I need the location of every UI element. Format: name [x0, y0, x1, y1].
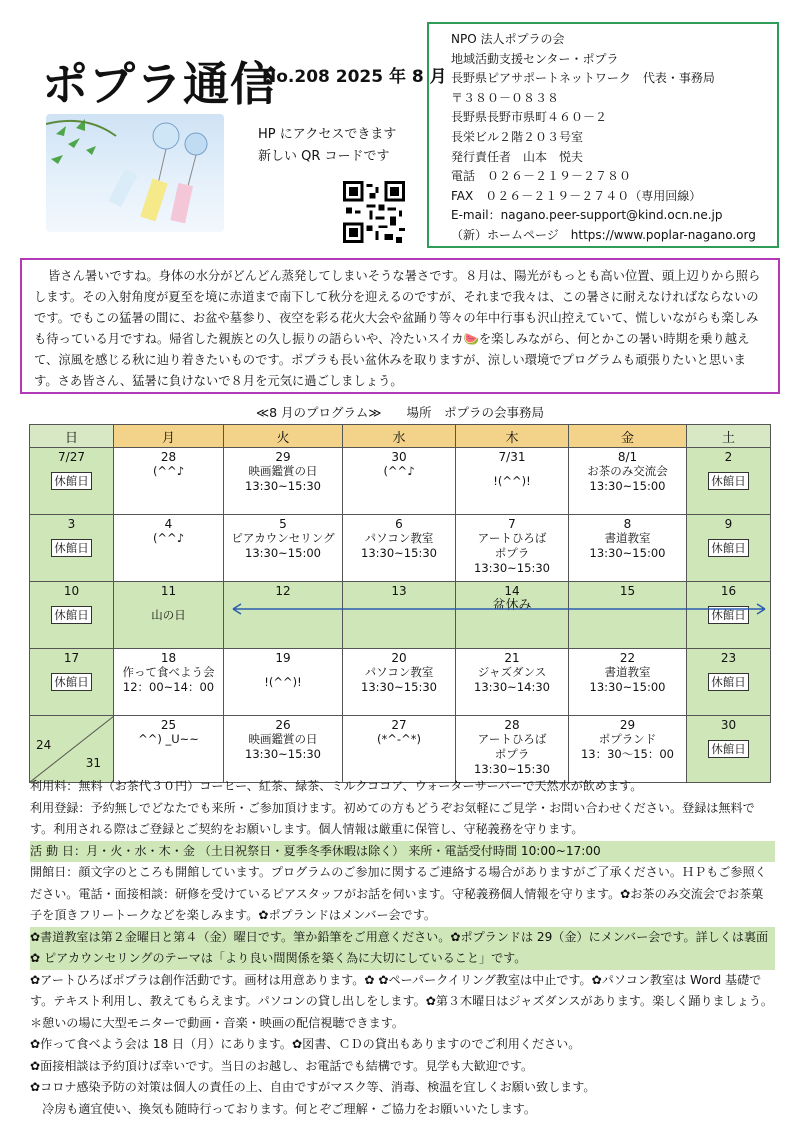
- calendar-event: 書道教室: [604, 665, 651, 679]
- calendar-date: 17: [63, 651, 80, 665]
- contact-center: 地域活動支援センター・ポプラ: [451, 51, 619, 66]
- closed-badge: 休館日: [51, 539, 92, 557]
- calendar-event: 13:30~15:00: [589, 546, 666, 560]
- calendar-event: 書道教室: [604, 531, 651, 545]
- closed-badge: 休館日: [51, 673, 92, 691]
- calendar-event: ^^) _U~~: [138, 732, 199, 746]
- calendar-cell: [114, 649, 224, 716]
- calendar-event: 作って食べよう会: [122, 665, 215, 679]
- calendar-cell: [224, 716, 343, 783]
- note-covid: ✿コロナ感染予防の対策は個人の責任の上、自由ですがマスク等、消毒、検温を宜しくお願い致します。: [30, 1080, 596, 1094]
- calendar-event: パソコン教室: [364, 531, 434, 545]
- closed-badge: 休館日: [708, 472, 749, 490]
- calendar-cell: [343, 582, 456, 649]
- wind-chime-illustration: [46, 114, 224, 232]
- diagonal-divider: [30, 716, 114, 782]
- calendar-day-header: 火: [224, 425, 343, 448]
- calendar-day-header: 金: [569, 425, 687, 448]
- contact-postal: 〒３８０－０８３８: [451, 90, 560, 105]
- calendar-date-second: 31: [85, 756, 101, 770]
- calendar-event: アートひろば: [477, 531, 547, 545]
- calendar-date: 29: [275, 450, 291, 464]
- intro-message: 皆さん暑いですね。身体の水分がどんどん蒸発してしまいそうな暑さです。８月は、陽光がもっとも高い位置、頭上辺りから照らします。その入射角度が夏至を境に赤道まで南下して秋分を迎えるのですが、それまで我々は、この暑さに耐えなければならないのです。でもこの猛暑の間に、お盆や墓参り、夜空を彩る花火大会や盆踊り等々の年中行事も沢山控えていて、慌しいながらも楽しみも待っている月ですね。帰省した親族との久し振りの語らいや、冷たいスイカ🍉を楽しみながら、何とかこの暑い時期を乗り越えて、涼風を感じる秋に辿り着きたいものです。ポプラも長い盆休みを取りますが、涼しい環境でプログラムも頑張りたいと思います。さあ皆さん、猛暑に負けないで８月を元気に過ごしましょう。: [20, 258, 780, 394]
- calendar-date: 16: [720, 584, 737, 598]
- calendar-date: 22: [619, 651, 636, 665]
- calendar-cell: [687, 649, 771, 716]
- contact-box: [427, 22, 779, 248]
- calendar-cell: [569, 649, 687, 716]
- note-activity-days: 活 動 日：月・火・水・木・金 （土日祝祭日・夏季冬季休暇は除く） 来所・電話受付時間 10:00~17:00: [30, 841, 775, 863]
- closed-badge: 休館日: [51, 606, 92, 624]
- calendar-cell: [114, 515, 224, 582]
- calendar-date: 2: [724, 450, 733, 464]
- calendar-day-header: 日: [30, 425, 114, 448]
- calendar-date: 7/31: [498, 450, 526, 464]
- note-calligraphy: ✿書道教室は第２金曜日と第４（金）曜日です。筆か鉛筆をご用意ください。✿ポプランドは 29（金）にメンバー会です。詳しくは裏面✿ ピアカウンセリングのテーマは「より良い間関係を築く為に大切にしていること」です。: [30, 927, 775, 970]
- calendar-day-header: 土: [687, 425, 771, 448]
- calendar-cell: [224, 649, 343, 716]
- calendar-cell: [224, 515, 343, 582]
- calendar-date: 7: [508, 517, 516, 531]
- contact-email[interactable]: E-mail：nagano.peer-support@kind.ocn.ne.jp: [451, 208, 723, 223]
- calendar-event: ポプラ: [494, 546, 530, 560]
- calendar-day-header: 木: [456, 425, 569, 448]
- calendar-cell: [343, 716, 456, 783]
- calendar-date: 19: [275, 651, 291, 665]
- calendar-event: ポプランド: [598, 732, 657, 746]
- calendar-date: 30: [720, 718, 737, 732]
- calendar-cell: [456, 448, 569, 515]
- contact-network: 長野県ピアサポートネットワーク 代表・事務局: [451, 71, 715, 86]
- calendar-event: !(^^)!: [493, 474, 531, 488]
- closed-badge: 休館日: [708, 740, 749, 758]
- calendar-cell: [30, 582, 114, 649]
- calendar-date: 6: [395, 517, 403, 531]
- calendar-date: 23: [720, 651, 737, 665]
- calendar-cell: [687, 515, 771, 582]
- calendar-date: 12: [275, 584, 291, 598]
- qr-caption: [258, 124, 396, 168]
- calendar-event: 13:30~15:00: [589, 680, 666, 694]
- calendar-date: 20: [391, 651, 407, 665]
- closed-badge: 休館日: [708, 606, 749, 624]
- calendar-date: 28: [504, 718, 520, 732]
- calendar-event: ジャズダンス: [477, 665, 547, 679]
- calendar-event: 13:30~15:30: [245, 747, 321, 761]
- issue-number: No.208 2025 年 8 月: [262, 67, 447, 87]
- calendar-cell: [30, 515, 114, 582]
- calendar-event: お茶のみ交流会: [587, 464, 668, 478]
- calendar-cell: [569, 448, 687, 515]
- calendar-cell: [114, 716, 224, 783]
- calendar-cell: [343, 515, 456, 582]
- note-registration: 利用登録：予約無しでどなたでも来所・ご参加頂けます。初めての方もどうぞお気軽にご見学・お問い合わせください。登録は無料です。利用される際はご登録とご契約をお願いします。個人情報は厳重に保管し、守秘義務を守ります。: [30, 800, 755, 836]
- calendar-cell: [569, 716, 687, 783]
- calendar-date: 14: [504, 584, 520, 598]
- calendar-cell: [687, 716, 771, 783]
- calendar-date: 11: [160, 584, 177, 598]
- calendar-event: 山の日: [151, 608, 186, 622]
- note-cooking: ✿作って食べよう会は 18 日（月）にあります。✿図書、ＣＤの貸出もありますのでご利用ください。: [30, 1037, 581, 1051]
- calendar-event: 13:30~15:00: [245, 546, 321, 560]
- calendar-cell: [114, 448, 224, 515]
- calendar-event: ポプラ: [494, 747, 530, 761]
- calendar-event: [224, 665, 342, 675]
- calendar-date: 10: [63, 584, 80, 598]
- calendar-date: 26: [275, 718, 291, 732]
- calendar-date: 18: [160, 651, 177, 665]
- contact-phone: 電話 ０２６－２１９－２７８０: [451, 169, 632, 184]
- calendar-event: 13:30~14:30: [474, 680, 550, 694]
- note-art: ✿アートひろばポプラは創作活動です。画材は用意あります。✿ ✿ペーパークイリング教室は中止です。✿パソコン教室は Word 基礎です。テキスト利用し、教えてもらえます。パソコンの貸し出しをします。✿第３木曜日はジャズダンスがあります。楽しく踊りましょう。＊憩いの場に大型モニターで動画・音楽・映画の配信視聴できます。: [30, 972, 774, 1030]
- calendar-event: 13:30~15:00: [589, 479, 666, 493]
- calendar-event: 13:30~15:30: [245, 479, 321, 493]
- note-opening: 開館日：顔文字のところも開館しています。プログラムのご参加に関するご連絡する場合がありますがご了承ください。ＨＰもご参照ください。電話・面接相談：研修を受けているピアスタッフがお話を伺います。守秘義務個人情報を守ります。✿お茶のみ交流会でお茶菓子を頂きフリートークなどを楽しみます。✿ポプランドはメンバー会です。: [30, 865, 767, 922]
- calendar-event: 13:30~15:30: [474, 762, 550, 776]
- contact-homepage[interactable]: （新）ホームページ https://www.poplar-nagano.org: [451, 227, 756, 242]
- closed-badge: 休館日: [51, 472, 92, 490]
- qr-line1: HP にアクセスできます: [258, 127, 397, 142]
- calendar-date: 24: [36, 738, 52, 752]
- calendar-event: (^^♪: [152, 531, 185, 545]
- calendar-date: 28: [160, 450, 177, 464]
- closed-badge: 休館日: [708, 539, 749, 557]
- calendar-event: [456, 464, 568, 474]
- calendar-event: 13：30～15：00: [580, 747, 675, 761]
- calendar-event: 13:30~15:30: [361, 546, 437, 560]
- calendar-cell: [343, 448, 456, 515]
- calendar-event: 13:30~15:30: [361, 680, 437, 694]
- calendar-day-header: 月: [114, 425, 224, 448]
- calendar-cell: [687, 582, 771, 649]
- newsletter-logo: ポプラ通信: [42, 57, 277, 111]
- note-interview: ✿面接相談は予約頂けば幸いです。当日のお越し、お電話でも結構です。見学も大歓迎です。: [30, 1058, 534, 1073]
- note-fee: 利用料：無料（お茶代３０円）コーヒー、紅茶、緑茶、ミルクココア、ウォーターサーバーで天然水が飲めます。: [30, 779, 643, 793]
- calendar-cell: [343, 649, 456, 716]
- calendar-cell: [30, 448, 114, 515]
- calendar-cell: [569, 582, 687, 649]
- calendar-event: 盆休み: [492, 598, 532, 613]
- calendar-event: [114, 598, 223, 608]
- calendar-cell: [224, 582, 343, 649]
- program-calendar: [29, 424, 771, 783]
- calendar-event: パソコン教室: [364, 665, 434, 679]
- contact-building: 長栄ビル２階２０３号室: [451, 129, 584, 144]
- calendar-event: (^^♪: [383, 464, 415, 478]
- contact-address: 長野県長野市県町４６０－２: [451, 110, 608, 125]
- calendar-event: !(^^)!: [264, 675, 302, 689]
- calendar-event: ピアカウンセリング: [231, 531, 335, 545]
- note-ventilation: 冷房も適宜使い、換気も随時行っております。何とぞご理解・ご協力をお願いいたします。: [30, 1101, 537, 1116]
- calendar-caption: ≪8 月のプログラム≫ 場所 ポプラの会事務局: [256, 405, 544, 420]
- calendar-date: 30: [391, 450, 407, 464]
- calendar-event: 映画鑑賞の日: [248, 732, 318, 746]
- calendar-cell: [30, 649, 114, 716]
- calendar-event: (*^-^*): [377, 732, 421, 746]
- calendar-cell: [456, 649, 569, 716]
- calendar-date: 7/27: [58, 450, 85, 464]
- calendar-date: 21: [504, 651, 520, 665]
- calendar-cell: [30, 716, 114, 783]
- calendar-date: 15: [619, 584, 636, 598]
- footer-notes: [30, 776, 775, 1120]
- qr-line2: 新しい QR コードです: [258, 149, 390, 164]
- calendar-date: 29: [619, 718, 636, 732]
- calendar-event: 映画鑑賞の日: [248, 464, 318, 478]
- calendar-cell: [456, 716, 569, 783]
- calendar-event: 12：00~14：00: [122, 680, 215, 694]
- calendar-date: 4: [164, 517, 173, 531]
- calendar-cell: [456, 582, 569, 649]
- calendar-event: 13:30~15:30: [474, 561, 550, 575]
- calendar-date: 3: [67, 517, 76, 531]
- contact-publisher: 発行責任者 山本 悦夫: [451, 149, 584, 164]
- obon-arrow: [225, 603, 773, 615]
- calendar-event: (^^♪: [152, 464, 185, 478]
- calendar-date: 8: [623, 517, 632, 531]
- calendar-cell: [569, 515, 687, 582]
- calendar-date: 8/1: [617, 450, 638, 464]
- calendar-cell: [224, 448, 343, 515]
- contact-fax: FAX ０２６－２１９－２７４０（専用回線）: [451, 188, 702, 203]
- closed-badge: 休館日: [708, 673, 749, 691]
- calendar-cell: [687, 448, 771, 515]
- calendar-date: 9: [724, 517, 733, 531]
- calendar-event: アートひろば: [477, 732, 547, 746]
- calendar-date: 13: [391, 584, 407, 598]
- calendar-date: 5: [279, 517, 287, 531]
- calendar-date: 27: [391, 718, 407, 732]
- calendar-day-header: 水: [343, 425, 456, 448]
- contact-org: NPO 法人ポプラの会: [451, 32, 565, 46]
- calendar-cell: [114, 582, 224, 649]
- qr-code[interactable]: [343, 181, 405, 243]
- calendar-date: 25: [160, 718, 177, 732]
- calendar-cell: [456, 515, 569, 582]
